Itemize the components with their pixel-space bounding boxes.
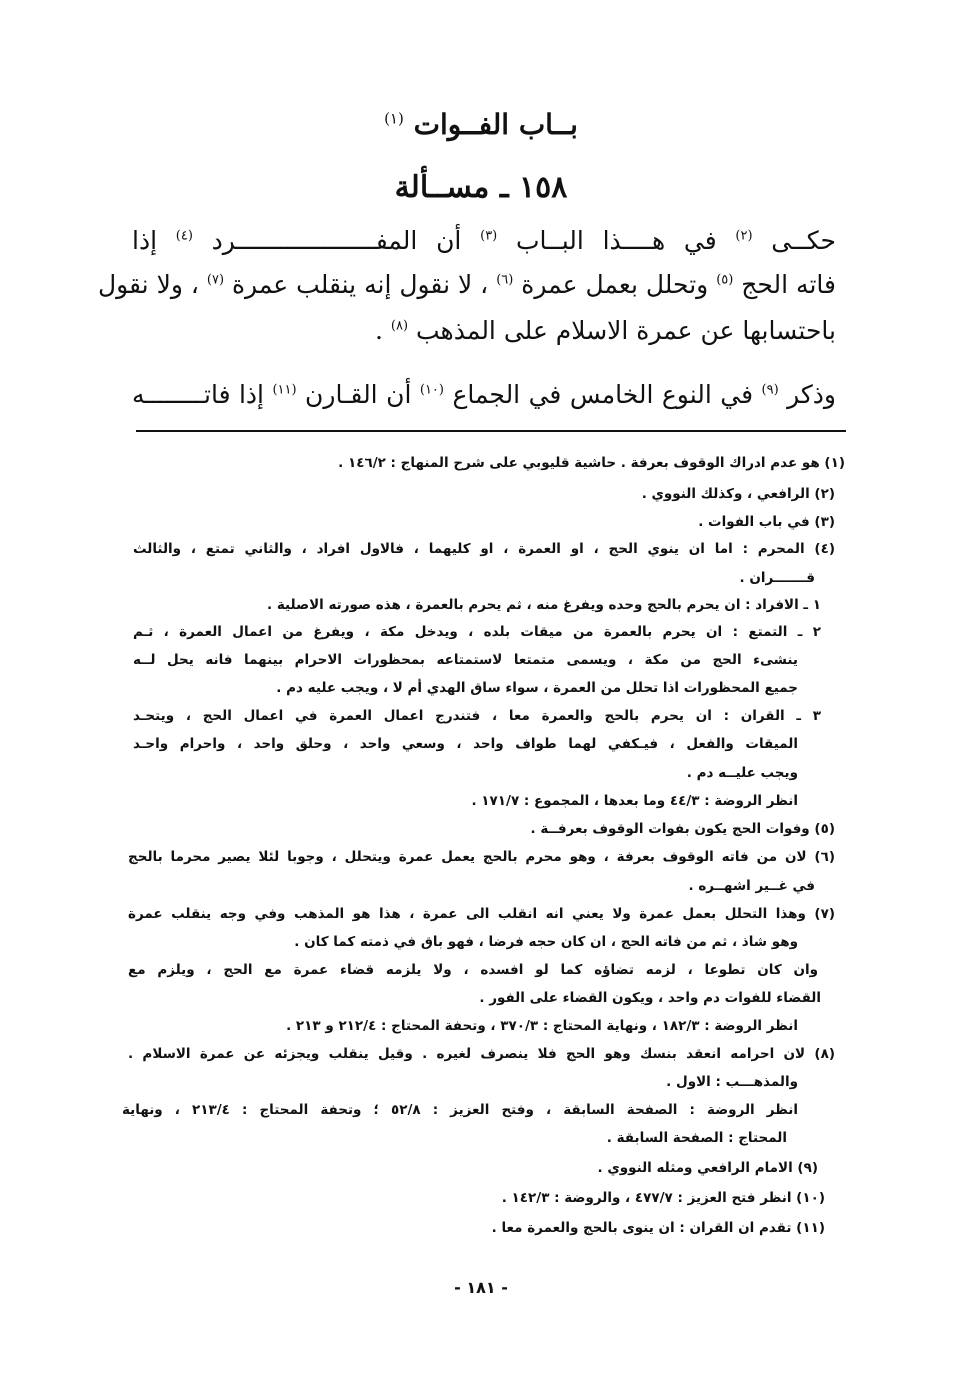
footnote-7-line-4: القضاء للفوات دم واحد ، ويكون القضاء على الفور . <box>479 990 821 1006</box>
body-text-segment: في هــــذا البــاب <box>497 226 736 255</box>
body-text-segment: إذا فاتــــــــه <box>132 380 273 409</box>
body-text-segment: حكــى <box>752 226 836 255</box>
body-text-segment: فاته الحج <box>733 270 836 299</box>
footnote-4-item-2-line-1: ٢ ـ التمتع : ان يحرم بالعمرة من ميقات بلده ، ويدخل مكة ، ويفرغ من اعمال العمرة ، ثـم <box>133 624 821 640</box>
footnote-8-line-2: والمذهـــب : الاول . <box>666 1074 798 1090</box>
footnote-ref-marker: (٣) <box>480 228 498 244</box>
footnote-8-references-line-2: المحتاج : الصفحة السابقة . <box>606 1130 787 1146</box>
footnote-ref-marker: (٦) <box>496 272 514 288</box>
footnote-6-line-2: في غــير اشهــره . <box>688 878 815 894</box>
footnote-ref-marker: (٤) <box>175 228 193 244</box>
footnote-4-item-3-line-2: الميقات والفعل ، فيـكفي لهما طواف واحد ، وسعي واحد ، وحلق واحد ، واحرام واحـد <box>133 736 798 752</box>
body-text-segment: وتحلل بعمل عمرة <box>513 270 717 299</box>
footnote-9: (٩) الامام الرافعي ومثله النووي . <box>597 1160 818 1176</box>
body-text-segment: ، لا نقول إنه ينقلب عمرة <box>224 270 497 299</box>
page-number: - ١٨١ - <box>454 1278 508 1297</box>
footnote-4-item-1: ١ ـ الافراد : ان يحرم بالحج وحده ويفرغ منه ، ثم يحرم بالعمرة ، هذه صورته الاصلية . <box>267 597 821 613</box>
footnote-ref-marker: (٨) <box>390 318 409 334</box>
chapter-title <box>0 108 962 141</box>
footnote-3: (٣) في باب الفوات . <box>698 514 835 530</box>
body-line-2 <box>97 270 836 299</box>
footnote-5: (٥) وفوات الحج يكون بفوات الوقوف بعرفــة . <box>530 821 835 837</box>
body-text-segment: إذا <box>132 226 176 255</box>
footnote-2: (٢) الرافعي ، وكذلك النووي . <box>641 486 835 502</box>
footnote-7-line-3: وان كان تطوعا ، لزمه تضاؤه كما لو افسده ، ولا يلزمه قضاء عمرة مع الحج ، ويلزم مع <box>128 962 818 978</box>
footnote-7-references: انظر الروضة : ١٨٢/٣ ، ونهاية المحتاج : ٣٧٠/٣ ، وتحفة المحتاج : ٢١٢/٤ و ٢١٣ . <box>286 1018 798 1034</box>
body-text-segment: باحتسابها عن عمرة الاسلام على المذهب <box>408 316 836 345</box>
footnote-4-item-3-line-1: ٣ ـ القران : ان يحرم بالحج والعمرة معا ، فتندرج اعمال العمرة في اعمال الحج ، ويتحـد <box>133 708 821 724</box>
body-text-segment: في النوع الخامس في الجماع <box>443 380 762 409</box>
issue-heading: ١٥٨ ـ مســألة <box>394 170 568 205</box>
footnote-ref-marker: (١١) <box>272 382 297 398</box>
footnote-10: (١٠) انظر فتح العزيز : ٤٧٧/٧ ، والروضة : ١٤٢/٣ . <box>501 1190 825 1206</box>
footnote-ref-marker: (٥) <box>716 272 734 288</box>
footnote-4-line-1: (٤) المحرم : اما ان ينوي الحج ، او العمرة ، او كليهما ، فالاول افراد ، والثاني تمتع ، والثالث <box>133 541 835 557</box>
footnote-ref-marker: (١٠) <box>419 382 444 398</box>
footnote-8-references-line-1: انظر الروضة : الصفحة السابقة ، وفتح العزيز : ٥٢/٨ ؛ وتحفة المحتاج : ٢١٣/٤ ، ونهاية <box>122 1102 798 1118</box>
body-text-segment: وذكر <box>778 380 836 409</box>
body-line-4 <box>132 380 836 409</box>
footnote-ref-marker: (٢) <box>735 228 753 244</box>
body-line-1 <box>132 226 836 255</box>
footnote-4-item-2-line-3: جميع المحظورات اذا تحلل من العمرة ، سواء ساق الهدي أم لا ، ويجب عليه دم . <box>276 680 798 696</box>
footnote-4-references: انظر الروضة : ٤٤/٣ وما بعدها ، المجموع : ١٧١/٧ . <box>471 793 798 809</box>
footnote-6-line-1: (٦) لان من فاته الوقوف بعرفة ، وهو محرم بالحج يعمل عمرة ويتحلل ، وجوبا لئلا يصير محرما بالحج <box>128 849 835 865</box>
footnote-ref-marker: (٩) <box>761 382 779 398</box>
footnote-ref-marker: (٧) <box>206 272 225 288</box>
footnote-separator <box>136 430 846 432</box>
footnote-1: (١) هو عدم ادراك الوقوف بعرفة . حاشية قليوبي على شرح المنهاج : ١٤٦/٢ . <box>338 455 845 471</box>
footnote-8-line-1: (٨) لان احرامه انعقد بنسك وهو الحج فلا ينصرف لغيره . وقيل ينقلب ويجزئه عن عمرة الاسلام . <box>128 1046 835 1062</box>
body-text-segment: . <box>375 316 391 345</box>
chapter-title-note-ref: (١) <box>384 109 404 128</box>
footnote-11: (١١) تقدم ان القران : ان ينوى بالحج والعمرة معا . <box>491 1220 825 1236</box>
chapter-title-text: بــاب الفــوات <box>413 108 578 141</box>
footnote-7-line-2: وهو شاذ ، ثم من فاته الحج ، ان كان حجه فرضا ، فهو باق في ذمته كما كان . <box>294 934 798 950</box>
footnote-4-item-2-line-2: ينشىء الحج من مكة ، ويسمى متمتعا لاستمتاعه بمحظورات الاحرام بينهما فانه يحل لــه <box>133 652 798 668</box>
body-text-segment: أن المفـــــــــــــــــــرد <box>192 226 481 255</box>
footnote-4-item-3-line-3: ويجب عليــه دم . <box>686 765 798 781</box>
body-text-segment: أن القـارن <box>296 380 420 409</box>
body-line-3 <box>132 316 836 345</box>
footnote-4-line-2: قـــــــران . <box>739 570 815 586</box>
footnote-7-line-1: (٧) وهذا التحلل بعمل عمرة ولا يعني انه انقلب الى عمرة ، هذا هو المذهب وفي وجه ينقلب عمرة <box>128 906 835 922</box>
body-text-segment: ، ولا نقول <box>97 270 207 299</box>
